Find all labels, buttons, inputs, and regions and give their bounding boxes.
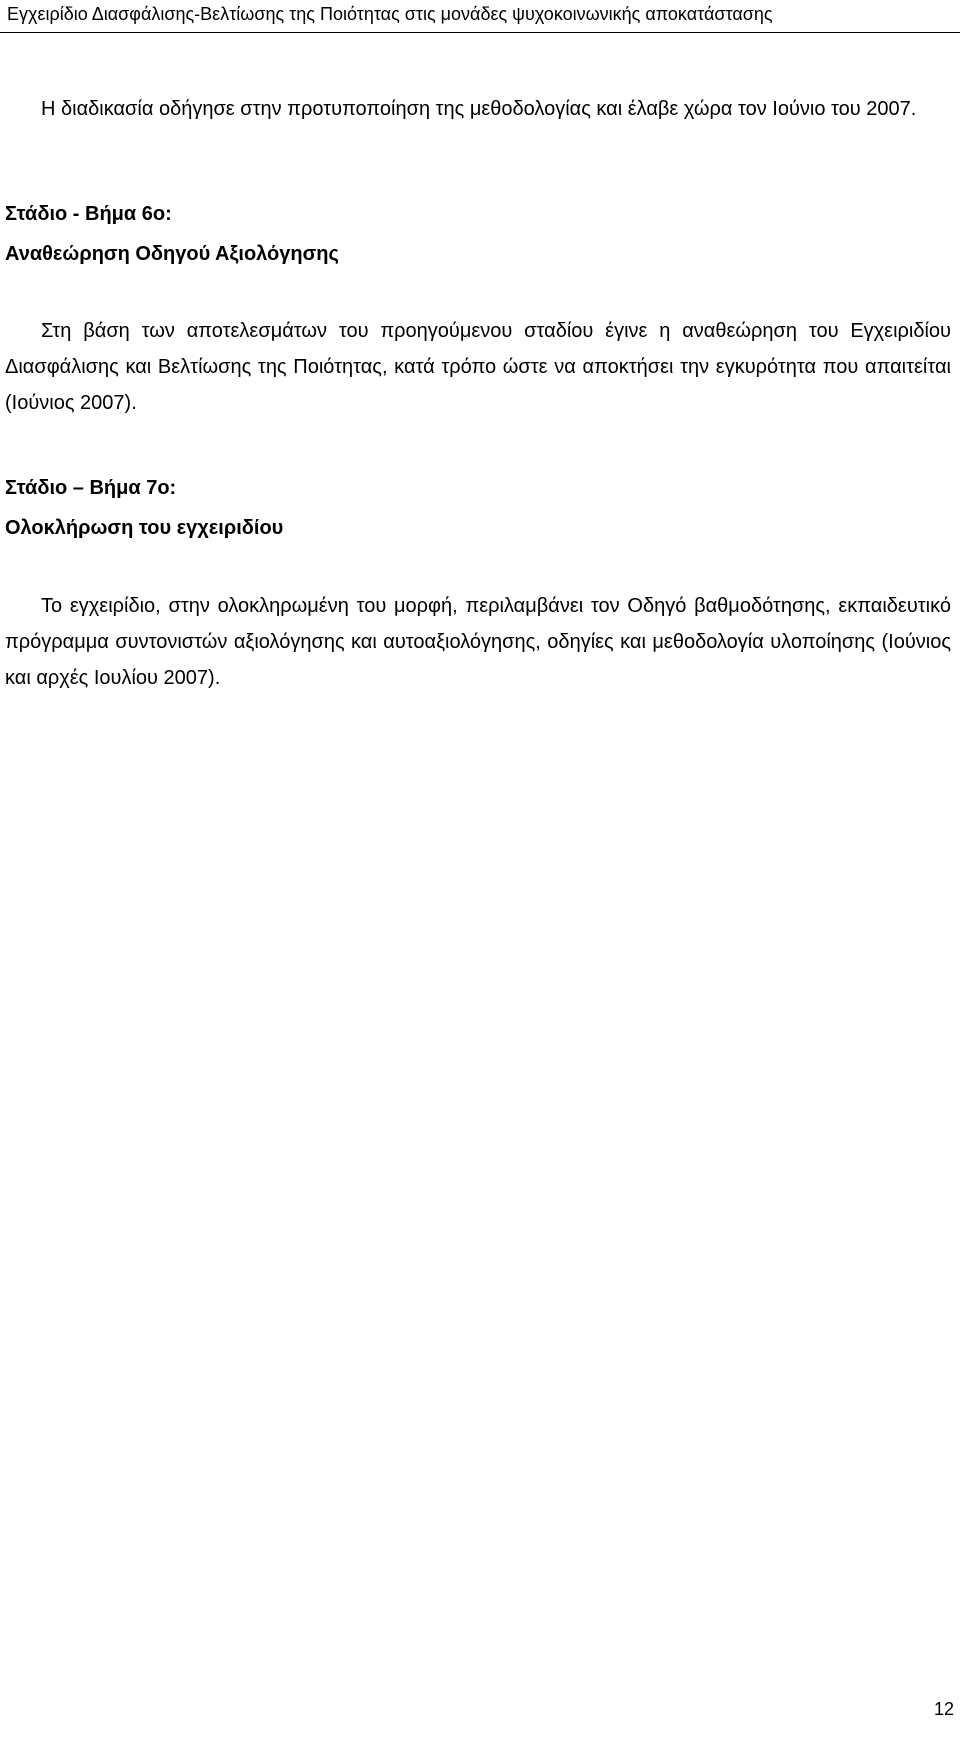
step-7-subtitle: Ολοκλήρωση του εγχειριδίου [5,517,284,539]
step-7-title: Στάδιο – Βήμα 7ο: [5,477,177,499]
page-number: 12 [933,1699,954,1719]
header-rule [0,32,960,33]
step-6-title: Στάδιο - Βήμα 6ο: [5,203,172,225]
paragraph-methodology-standardization: Η διαδικασία οδήγησε στην προτυποποίηση της μεθοδολογίας και έλαβε χώρα τον Ιούνιο του 2007. [41,98,917,120]
paragraph-manual-revision: Στη βάση των αποτελεσμάτων του προηγούμενου σταδίου έγινε η αναθεώρηση του Εγχειριδίου Διασφάλισης και Βελτίωσης της Ποιότητας, κατά τρόπο ώστε να αποκτήσει την εγκυρότητα που απαιτείται (Ιούνιος 2007). [5,320,951,414]
paragraph-manual-completion: Το εγχειρίδιο, στην ολοκληρωμένη του μορφή, περιλαμβάνει τον Οδηγό βαθμοδότησης, εκπαιδευτικό πρόγραμμα συντονιστών αξιολόγησης και αυτοαξιολόγησης, οδηγίες και μεθοδολογία υλοποίησης (Ιούνιος και αρχές Ιουλίου 2007). [5,595,951,689]
running-header: Εγχειρίδιο Διασφάλισης-Βελτίωσης της Ποιότητας στις μονάδες ψυχοκοινωνικής αποκατάστασης [7,4,773,24]
step-6-subtitle: Αναθεώρηση Οδηγού Αξιολόγησης [5,243,339,265]
